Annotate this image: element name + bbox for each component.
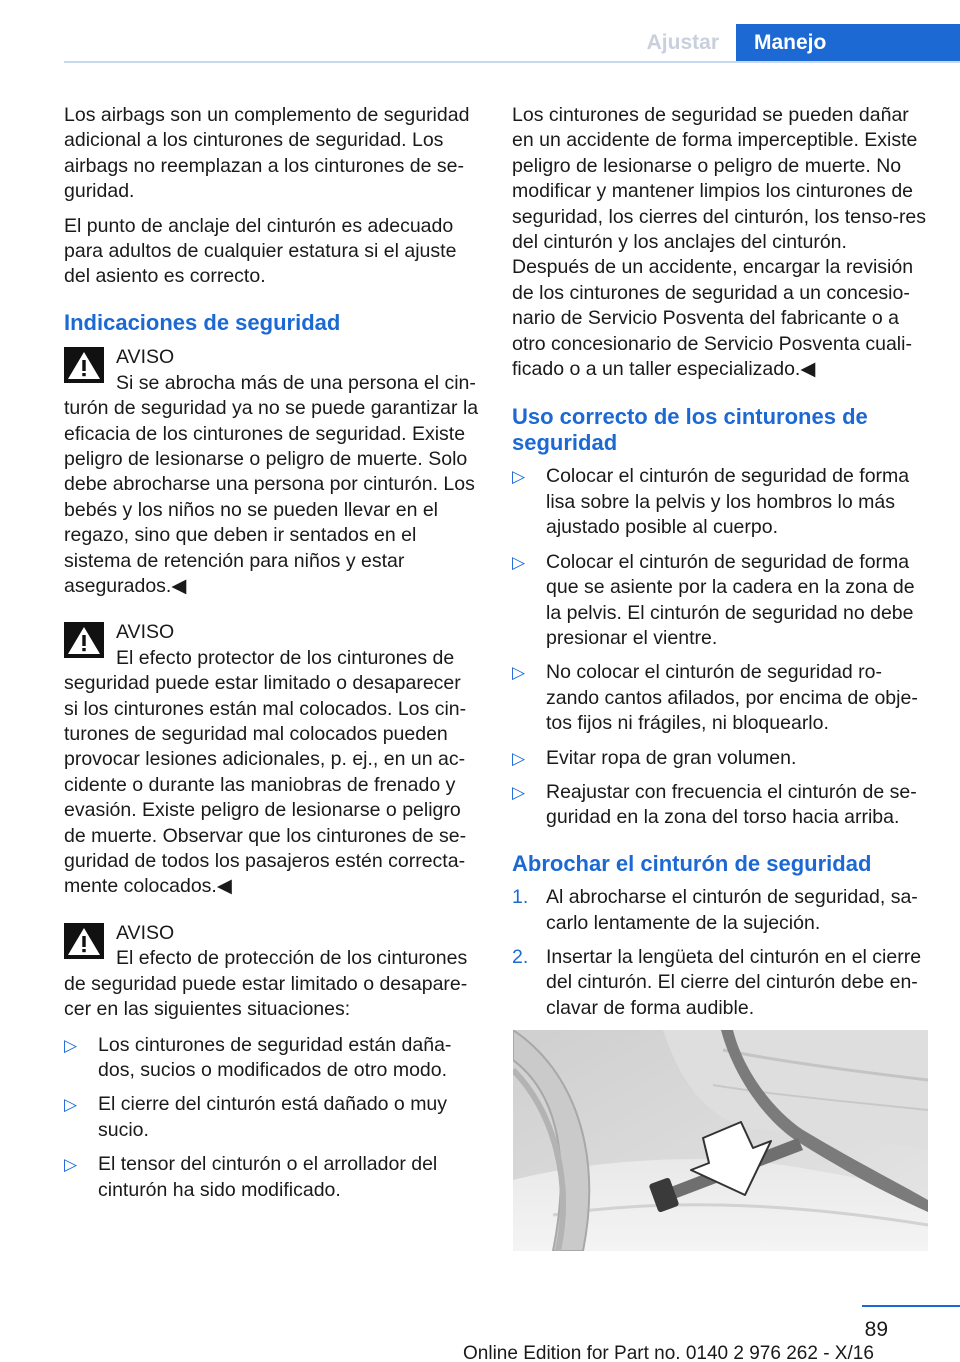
intro-paragraph-1: Los airbags son un complemento de seguridad adicional a los cinturones de seguridad. Los airbags no reemplazan a los cinturones de se‐guridad. [64,104,470,203]
warning-text: seguridad puede estar limitado o desaparecer si los cinturones están mal colocados. Los cin‐turones de seguridad mal colocados pueden provocar lesiones adicionales, p. ej., en un ac‐cidente o durante las maniobras de frenado y evasión. Existe peligro de lesionarse o peligro de muerte. Observar que los cinturones de se‐guridad de todos los pasajeros estén correcta‐mente colocados.◀ [64,672,467,898]
step-text: Insertar la lengüeta del cinturón en el cierre del cinturón. El cierre del cinturón debe en‐clavar de forma audible. [546,946,922,1019]
list-item-text: El cierre del cinturón está dañado o muy sucio. [98,1093,448,1141]
warning-title: AVISO [116,921,175,944]
section-heading-fasten: Abrochar el cinturón de seguridad [512,850,872,876]
section-heading-correct-use: Uso correcto de los cinturones de seguridad [512,404,868,455]
list-item [64,1152,480,1203]
triangle-bullet-icon: ▷ [512,782,526,802]
list-item [64,1092,480,1143]
warning-block-2 [64,620,480,899]
list-item [512,746,928,771]
list-item [512,464,928,540]
warning-text: turón de seguridad ya no se puede garantizar la eficacia de los cinturones de seguridad. Existe peligro de lesionarse o peligro de muerte. Solo debe abrocharse una persona por cinturón. Los bebés y los niños no se pueden llevar en el regazo, sino que deben ir sentados en el sistema de retención para niños y estar asegurados.◀ [64,397,479,597]
page-number: 89 [864,1318,888,1341]
fasten-steps [512,885,928,1021]
warning-title: AVISO [116,346,175,369]
list-item-text: Evitar ropa de gran volumen. [546,746,797,769]
step-number: 2. [512,946,529,969]
intro-paragraph-2: El punto de anclaje del cinturón es adecuado para adultos de cualquier estatura si el ajuste del asiento es correcto. [64,214,457,288]
list-item-text: Colocar el cinturón de seguridad de forma lisa sobre la pelvis y los hombros lo más ajustado posible al cuerpo. [546,465,910,539]
left-column [64,103,480,1212]
edition-footer: Online Edition for Part no. 0140 2 976 262 - X/16 [463,1343,874,1362]
tab-ajustar[interactable]: Ajustar [630,24,736,62]
warning-triangle-icon [64,923,104,959]
list-item-text: Colocar el cinturón de seguridad de forma que se asiente por la cadera en la zona de la pelvis. El cinturón de seguridad no debe presionar el vientre. [546,550,915,649]
triangle-bullet-icon: ▷ [64,1035,78,1055]
warning-triangle-icon [64,622,104,658]
list-item [512,780,928,831]
warning-block-1 [64,345,480,599]
seatbelt-buckle-illustration [513,1030,928,1251]
section-heading-safety: Indicaciones de seguridad [64,309,341,335]
list-item-text: Los cinturones de seguridad están daña‐dos, sucios o modificados de otro modo. [98,1033,452,1081]
list-item-text: Reajustar con frecuencia el cinturón de se‐guridad en la zona del torso hacia arriba. [546,780,917,829]
list-item-text: No colocar el cinturón de seguridad ro‐zando cantos afilados, por encima de obje‐tos fijos ni frágiles, ni bloquearlo. [546,661,918,735]
warning-lead: El efecto de protección de los cinturones [116,947,468,970]
warning-title: AVISO [116,621,175,644]
warning-lead: Si se abrocha más de una persona el cin‐ [116,371,476,394]
warning-block-3 [64,921,480,1023]
triangle-bullet-icon: ▷ [512,663,526,683]
step-item [512,885,928,936]
seatbelt-buckle-image [513,1030,928,1251]
warning-lead: El efecto protector de los cinturones de [116,646,455,669]
step-number: 1. [512,886,529,909]
list-item [512,660,928,736]
tab-manejo[interactable]: Manejo [736,24,960,62]
step-text: Al abrocharse el cinturón de seguridad, sa‐carlo lentamente de la sujeción. [546,886,918,934]
warning-text: de seguridad puede estar limitado o desapare‐cer en las siguientes situaciones: [64,972,468,1021]
header-divider [64,61,960,63]
situation-list [64,1033,480,1203]
triangle-bullet-icon: ▷ [64,1155,78,1175]
list-item [512,550,928,652]
correct-use-list [512,464,928,830]
list-item [64,1033,480,1084]
triangle-bullet-icon: ▷ [512,552,526,572]
triangle-bullet-icon: ▷ [64,1095,78,1115]
damage-paragraph: Los cinturones de seguridad se pueden dañar en un accidente de forma imperceptible. Existe peligro de lesionarse o peligro de muerte. No modificar y mantener limpios los cinturones de seguridad, los cierres del cinturón, los tenso‐res del cinturón y los anclajes del cinturón. Después de un accidente, encargar la revisión de los cinturones de seguridad a un concesio‐nario de Servicio Posventa del fabricante o a otro concesionario de Servicio Posventa cuali‐ficado o a un taller especializado.◀ [512,104,927,381]
triangle-bullet-icon: ▷ [512,467,526,487]
step-item [512,945,928,1021]
warning-triangle-icon [64,347,104,383]
list-item-text: El tensor del cinturón o el arrollador del cinturón ha sido modificado. [98,1153,438,1201]
right-column [512,103,928,1030]
section-tabs [630,24,960,62]
footer-accent-line [862,1305,960,1307]
triangle-bullet-icon: ▷ [512,748,526,768]
